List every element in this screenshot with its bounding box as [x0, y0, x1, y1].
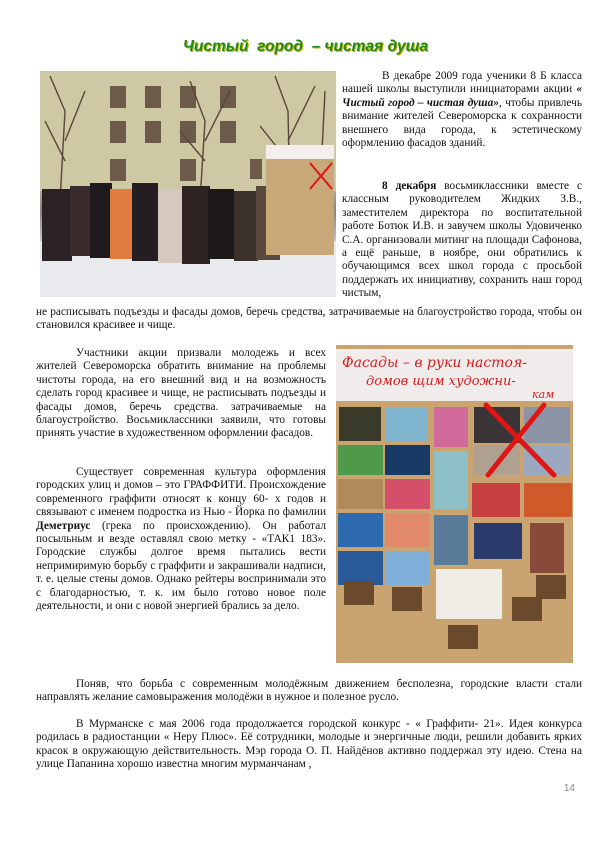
intro-rest: , чтобы привлечь внимание жителей Североморска к сохранности внешнего вида города, к эстетическому оформлению фасадов зданий. — [342, 96, 582, 150]
rally-photo-illustration — [40, 71, 336, 297]
murmansk-text: В Мурманске с мая 2006 года продолжается городской конкурс - « Граффити- 21». Идея конкурса родилась в радиостанции « Неру Плюс». Её сотрудники, молодые и энергичные люди, решили добавить ярких красок в окружающую действительность. Мэр города О. П. Найдёнов активно поддержал эту идею. Стена на улице Папанина хорошо известна многим мурманчанам , — [36, 718, 582, 771]
rally-continuation — [36, 306, 582, 333]
poster-board — [266, 145, 334, 255]
rally-date: 8 декабря — [382, 180, 437, 192]
murmansk-paragraph — [36, 718, 582, 772]
graffiti-paragraph — [36, 466, 326, 613]
rally-continuation-text: не расписывать подъезды и фасады домов, беречь средства, затрачиваемые на благоустройство города, чтобы он становился красивее и чище. — [36, 306, 582, 332]
campaign-name: « Чистый город – чистая душа» — [342, 83, 582, 109]
rally-text: восьмиклассники вместе с классным руководителем Жидких З.В., заместителем директора по воспитательной работе Ботюк И.В. и завучем школы Удовиченко С.А. организовали митинг на площади Сафонова, а ещё раньше, в ноябре, они обратились к обучающимся всех школ города с просьбой поддержать их инициативу, сохранить наш город чистым, — [342, 180, 582, 300]
graffiti-lead: Существует современная культура оформления городских улиц и домов – это ГРАФФИТИ. Происхождение современного граффити относят к концу 60- х годов и связывают с именем подростка из Нью - Йорка по фамилии — [36, 466, 326, 519]
banner-line-1: Фасады – в руки настоя- — [342, 355, 527, 371]
graffiti-board-photo — [336, 345, 573, 663]
page-title: Чистый город – чистая душа — [182, 38, 429, 55]
graffiti-board-illustration — [336, 345, 573, 663]
authorities-text: Поняв, что борьба с современным молодёжным движением бесполезна, городские власти стали направлять желание самовыражения молодёжи в нужное и полезное русло. — [36, 678, 582, 704]
demetrius-name: Деметриус — [36, 519, 91, 532]
banner-line-3: кам — [532, 388, 555, 401]
people-group — [42, 183, 280, 264]
poster-banner — [266, 145, 334, 159]
rally-paragraph — [342, 180, 582, 301]
rally-photo — [40, 71, 336, 297]
intro-paragraph — [342, 70, 582, 150]
graffiti-rest: (грека по происхождению). Он работал посыльным и везде оставлял свою метку - «ТАК1 183». Городские службы долгое время пытались вести непримиримую борьбу с граффити и закрашивали надписи, т. е. целые стены домов. Однако рейтеры воспринимали это с благодарностью, т. к. им было готово новое поле деятельности, и они с новой энергией брались за дело. — [36, 519, 326, 613]
participants-paragraph — [36, 347, 326, 441]
page-number: 14 — [563, 783, 575, 794]
banner-line-2: домов щим художни- — [366, 374, 516, 389]
intro-lead: В декабре 2009 года ученики 8 Б класса нашей школы выступили инициаторами акции — [342, 70, 582, 96]
participants-text: Участники акции призвали молодежь и всех жителей Североморска обратить внимание на проблемы чистоты города, на его внешний вид и на возможность сделать город красивее и чище, не расписывать подъезды и фасады домов, беречь средства. затрачиваемые на благоустройство. Восьмиклассники заявили, что готовы принять участие в художественном оформлении фасадов. — [36, 347, 326, 440]
authorities-paragraph — [36, 678, 582, 705]
